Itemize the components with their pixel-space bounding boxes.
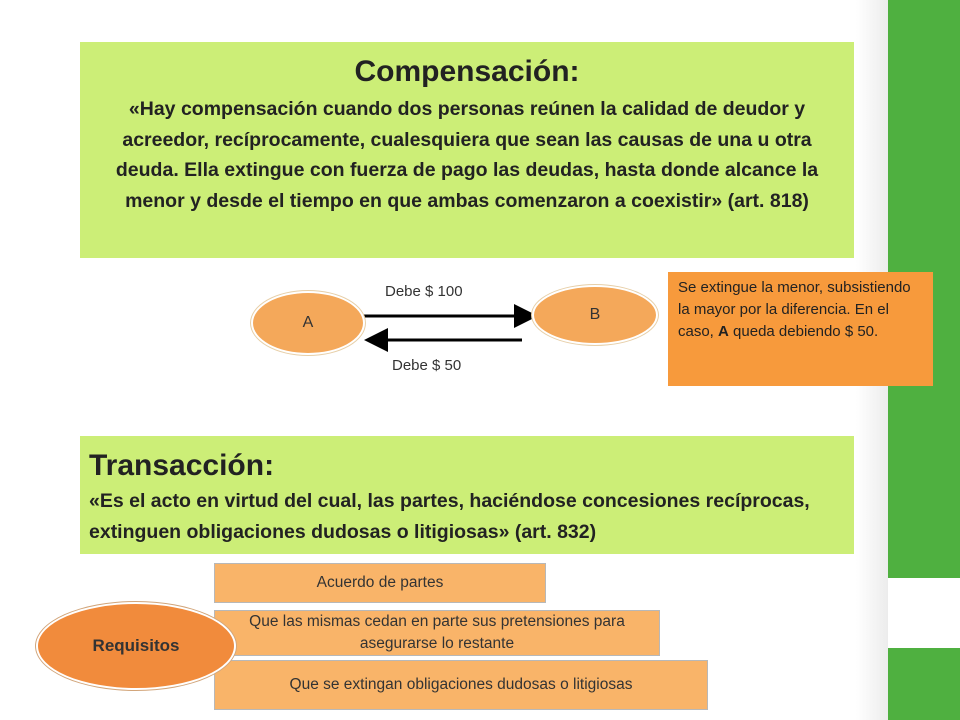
requisito-item: Acuerdo de partes [214, 563, 546, 603]
transaccion-title: Transacción: [89, 449, 275, 482]
note-text-after: queda debiendo $ 50. [728, 323, 879, 340]
requisito-item: Que se extingan obligaciones dudosas o litigiosas [214, 660, 708, 710]
node-a-label: A [302, 314, 314, 331]
debt-label-bottom: Debe $ 50 [392, 357, 462, 374]
explanation-note [668, 272, 933, 386]
requisito-item: Que las mismas cedan en parte sus pretensiones para asegurarse lo restante [214, 610, 660, 656]
node-b [532, 285, 658, 345]
node-a [251, 291, 365, 355]
requisitos-label: Requisitos [92, 636, 180, 655]
compensacion-text: «Hay compensación cuando dos personas reúnen la calidad de deudor y acreedor, recíprocamente, cualesquiera que sean las causas de una u otra deuda. Ella extingue con fuerza de pago las deudas, hasta donde alcance la menor y desde el tiempo en que ambas comenzaron a coexistir» (art. 818) [115, 98, 819, 212]
compensacion-title: Compensación: [354, 55, 580, 88]
transaccion-text: «Es el acto en virtud del cual, las partes, haciéndose concesiones recíprocas, extinguen obligaciones dudosas o litigiosas» (art. 832) [89, 490, 810, 543]
requisitos-oval [36, 602, 236, 690]
note-bold-a: A [718, 323, 729, 340]
note-text-before: Se extingue la menor, subsistiendo la mayor por la diferencia. En el caso, [678, 279, 911, 340]
node-b-label: B [589, 306, 601, 323]
transaccion-box [80, 436, 854, 554]
debt-label-top: Debe $ 100 [385, 283, 463, 300]
